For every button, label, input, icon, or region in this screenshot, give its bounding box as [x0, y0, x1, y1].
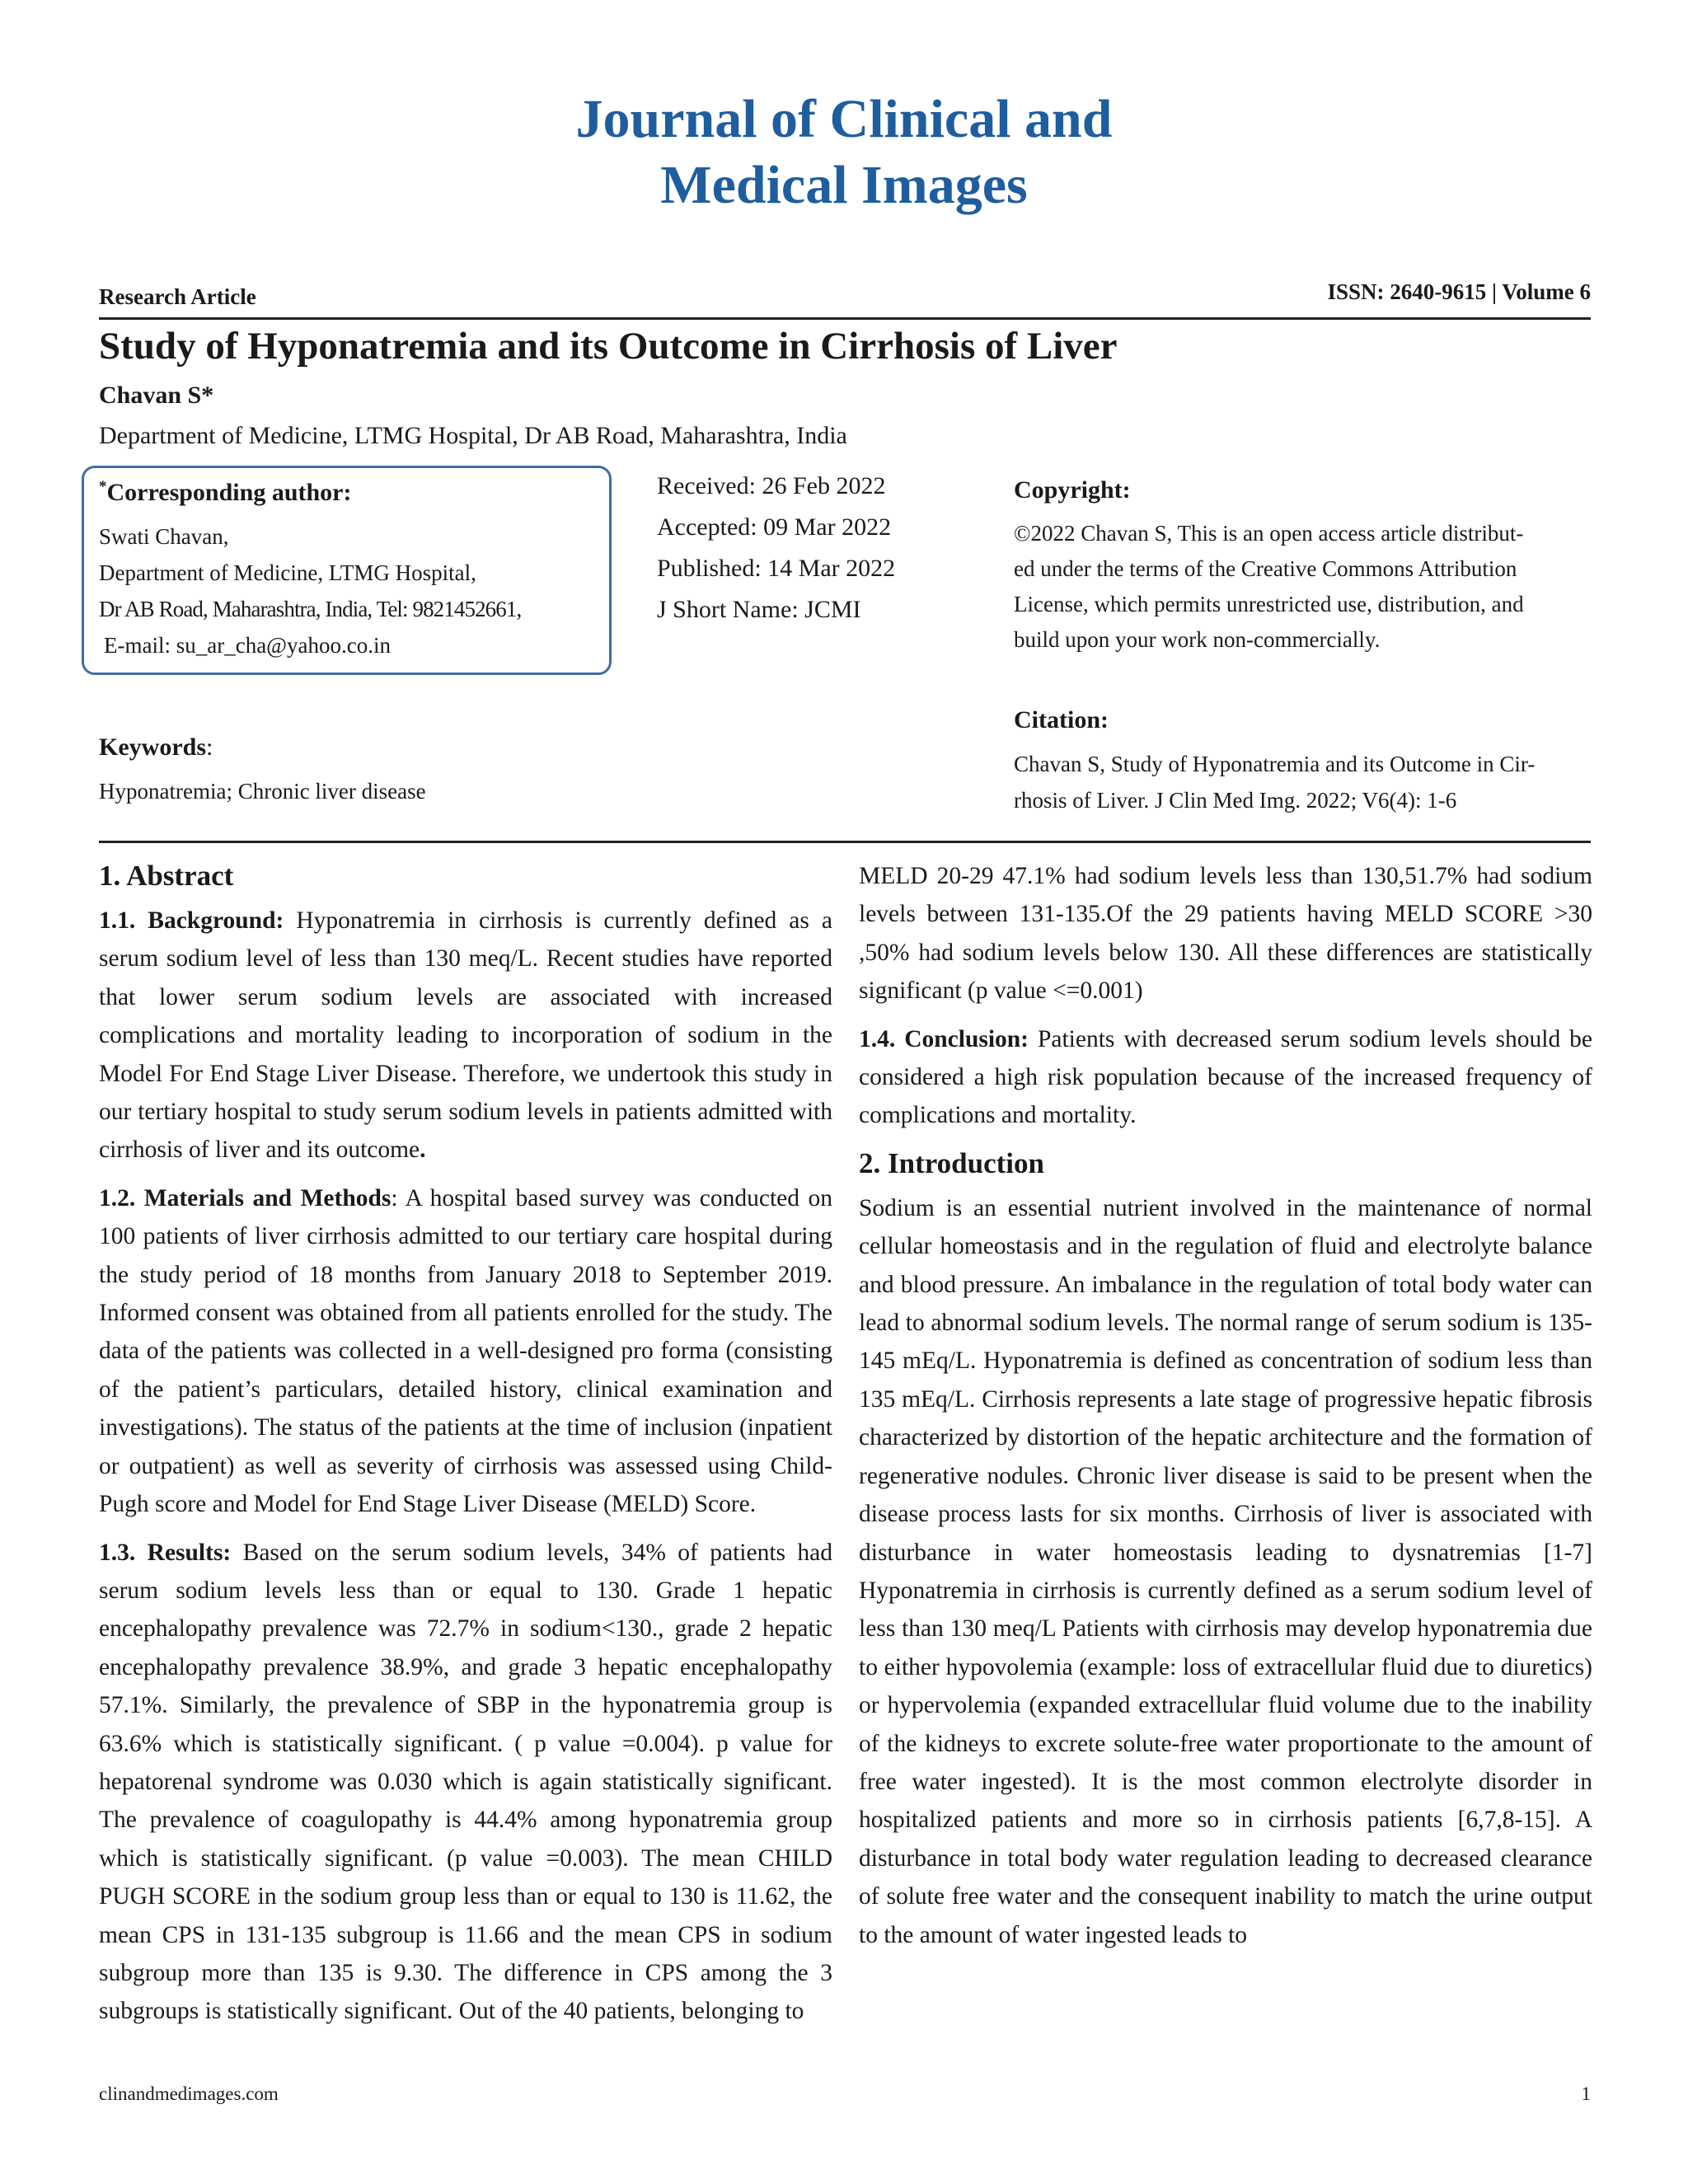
- citation-line: rhosis of Liver. J Clin Med Img. 2022; V6(4): 1-6: [1014, 788, 1457, 813]
- issn-volume: ISSN: 2640-9615 | Volume 6: [1327, 279, 1591, 304]
- left-column: [99, 857, 832, 2041]
- copyright-line: ed under the terms of the Creative Commons Attribution: [1014, 556, 1517, 581]
- published-date: Published: 14 Mar 2022: [657, 555, 896, 582]
- introduction-text: Sodium is an essential nutrient involved in the maintenance of normal cellular homeostasis and in the regulation of fluid and electrolyte balance and blood pressure. An imbalance in the regulation of total body water can lead to abnormal sodium levels. The normal range of serum sodium is 135-145 mEq/L. Hyponatremia is defined as concentration of sodium less than 135 mEq/L. Cirrhosis represents a late stage of progressive hepatic fibrosis characterized by distortion of the hepatic architecture and the formation of regenerative nodules. Chronic liver disease is said to be present when the disease process lasts for six months. Cirrhosis of liver is associated with disturbance in water homeostasis leading to dysnatremias [1-7] Hyponatremia in cirrhosis is currently defined as a serum sodium level of less than 130 meq/L Patients with cirrhosis may develop hyponatremia due to either hypovolemia (example: loss of extracellular fluid due to diuretics) or hypervolemia (expanded extracellular fluid volume due to the inability of the kidneys to excrete solute-free water proportionate to the amount of free water ingested). It is the most common electrolyte disorder in hospitalized patients and more so in cirrhosis patients [6,7,8-15]. A disturbance in total body water regulation leading to decreased clearance of solute free water and the consequent inability to match the urine output to the amount of water ingested leads to: [859, 1194, 1592, 1948]
- background-text: Hyponatremia in cirrhosis is currently defined as a serum sodium level of less than 130 meq/L. Recent studies have reported that lower serum sodium levels are associated with increased complications and mortality leading to incorporation of sodium in the Model For End Stage Liver Disease. Therefore, we undertook this study in our tertiary hospital to study serum sodium levels in patients admitted with cirrhosis of liver and its outcome: [99, 907, 832, 1164]
- header-divider: [99, 317, 1591, 320]
- copyright-line: build upon your work non-commercially.: [1014, 627, 1381, 652]
- accepted-date: Accepted: 09 Mar 2022: [657, 513, 892, 541]
- received-date: Received: 26 Feb 2022: [657, 472, 886, 499]
- journal-title-line2: Medical Images: [660, 155, 1028, 215]
- keywords-label: Keywords: [99, 733, 206, 761]
- citation-line: Chavan S, Study of Hyponatremia and its Outcome in Cir-: [1014, 752, 1536, 776]
- copyright-heading: Copyright:: [1014, 476, 1131, 504]
- corresponding-department: Department of Medicine, LTMG Hospital,: [99, 560, 476, 585]
- affiliation: Department of Medicine, LTMG Hospital, Dr AB Road, Maharashtra, India: [99, 422, 847, 449]
- keywords-list: Hyponatremia; Chronic liver disease: [99, 779, 426, 804]
- article-type: Research Article: [99, 284, 256, 309]
- abstract-results: [99, 1534, 832, 2031]
- journal-title-line1: Journal of Clinical and: [575, 89, 1113, 149]
- conclusion-label: 1.4. Conclusion:: [859, 1025, 1029, 1052]
- copyright-line: ©2022 Chavan S, This is an open access article distribut-: [1014, 521, 1524, 546]
- corresponding-address: Dr AB Road, Maharashtra, India, Tel: 9821452661,: [99, 597, 522, 621]
- section-divider: [99, 841, 1591, 843]
- abstract-methods: [99, 1179, 832, 1524]
- abstract-background: [99, 902, 832, 1169]
- results-label: 1.3. Results:: [99, 1539, 232, 1566]
- author: Chavan S*: [99, 382, 214, 409]
- corresponding-star: *: [99, 478, 107, 495]
- methods-text: : A hospital based survey was conducted on 100 patients of liver cirrhosis admitted to our tertiary care hospital during the study period of 18 months from January 2018 to September 2019. Informed consent was obtained from all patients enrolled for the study. The data of the patients was collected in a well-designed pro forma (consisting of the patient’s particulars, detailed history, clinical examination and investigations). The status of the patients at the time of inclusion (inpatient or outpatient) as well as severity of cirrhosis was assessed using Child-Pugh score and Model for End Stage Liver Disease (MELD) Score.: [99, 1184, 833, 1518]
- results-text: MELD 20-29 47.1% had sodium levels less than 130,51.7% had sodium levels between 131-135.Of the 29 patients having MELD SCORE >30 ,50% had sodium levels below 130. All these differences are statistically significant (p value <=0.001): [859, 863, 1592, 1005]
- background-label: 1.1. Background:: [99, 907, 284, 934]
- corresponding-name: Swati Chavan,: [99, 524, 229, 549]
- journal-short-name: J Short Name: JCMI: [657, 596, 861, 623]
- abstract-heading: 1. Abstract: [99, 860, 234, 892]
- right-column: [859, 857, 1592, 1964]
- introduction-heading: 2. Introduction: [859, 1146, 1044, 1179]
- keywords-colon: :: [206, 733, 213, 761]
- page-number: 1: [1581, 2083, 1591, 2104]
- corresponding-author-heading: [99, 478, 351, 507]
- corresponding-heading-text: Corresponding author:: [106, 479, 352, 506]
- paper-title: Study of Hyponatremia and its Outcome in Cirrhosis of Liver: [99, 325, 1118, 368]
- keywords-heading: [99, 733, 213, 762]
- corresponding-email[interactable]: E-mail: su_ar_cha@yahoo.co.in: [104, 633, 392, 658]
- results-text: Based on the serum sodium levels, 34% of patients had serum sodium levels less than or equal to 130. Grade 1 hepatic encephalopathy prevalence was 72.7% in sodium<130., grade 2 hepatic encephalopathy prevalence 38.9%, and grade 3 hepatic encephalopathy 57.1%. Similarly, the prevalence of SBP in the hyponatremia group is 63.6% which is statistically significant. ( p value =0.004). p value for hepatorenal syndrome was 0.030 which is again statistically significant. The prevalence of coagulopathy is 44.4% among hyponatremia group which is statistically significant. (p value =0.003). The mean CHILD PUGH SCORE in the sodium group less than or equal to 130 is 11.62, the mean CPS in 131-135 subgroup is 11.66 and the mean CPS in sodium subgroup more than 135 is 9.30. The difference in CPS among the 3 subgroups is statistically significant. Out of the 40 patients, belonging to: [99, 1539, 833, 2025]
- methods-label: 1.2. Materials and Methods: [99, 1184, 392, 1212]
- conclusion-text: Patients with decreased serum sodium levels should be considered a high risk population because of the increased frequency of complications and mortality.: [859, 1025, 1592, 1129]
- journal-title: [0, 87, 1688, 218]
- footer-url[interactable]: clinandmedimages.com: [99, 2083, 279, 2104]
- abstract-conclusion: [859, 1020, 1592, 1135]
- abstract-results: [859, 857, 1592, 1010]
- background-end: .: [420, 1137, 426, 1164]
- copyright-line: License, which permits unrestricted use, distribution, and: [1014, 592, 1524, 616]
- citation-heading: Citation:: [1014, 706, 1109, 733]
